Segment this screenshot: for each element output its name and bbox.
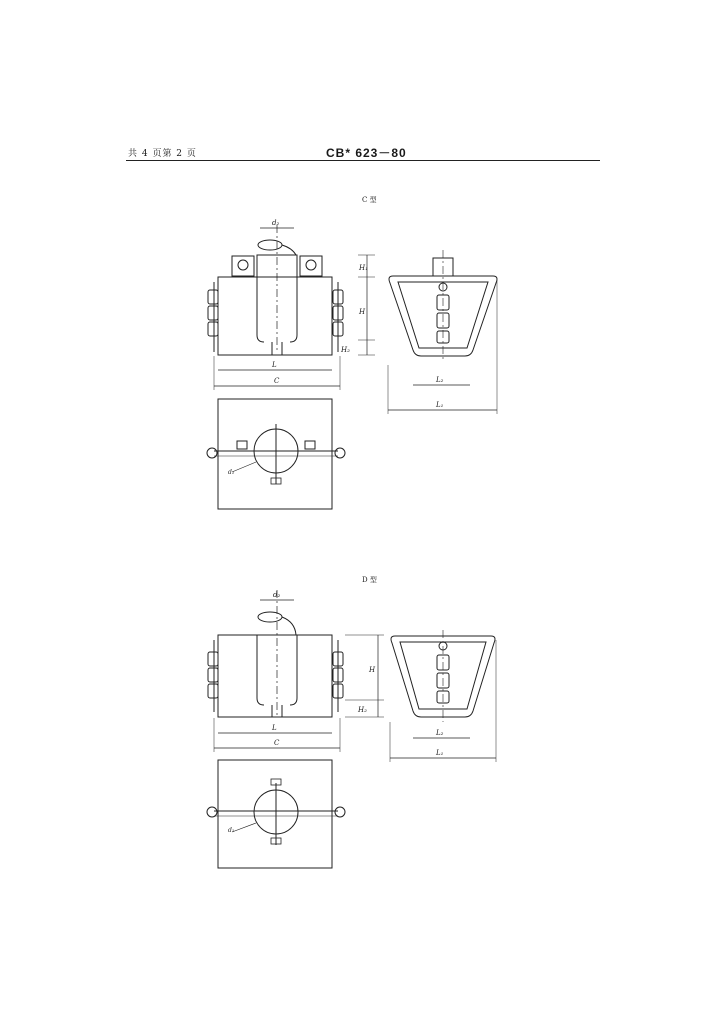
figure-c-title: C 型 <box>362 196 377 204</box>
d-front-body <box>218 635 332 717</box>
d-top-ring-right <box>335 807 345 817</box>
d-dim-h-label: H <box>369 666 376 674</box>
page-info: 共 4 页第 2 页 <box>128 149 197 159</box>
c-dim-h-label: H <box>359 308 366 316</box>
c-dim-l2-label: L₂ <box>436 376 444 384</box>
d-front-pipe-curve <box>282 617 296 635</box>
d-dim-d2-label: d₂ <box>273 591 281 599</box>
c-top-ring-left <box>207 448 217 458</box>
d-top-body <box>218 760 332 868</box>
c-front-pipe-curve <box>282 245 296 255</box>
d-front-view <box>208 590 384 752</box>
d-front-link-left-2 <box>208 668 218 682</box>
standard-code: CB* 623－80 <box>326 146 407 160</box>
c-front-lug-hole-right <box>306 260 316 270</box>
c-dim-l1-label: L₁ <box>436 401 444 409</box>
d-top-ring-left <box>207 807 217 817</box>
d-front-link-left-3 <box>208 684 218 698</box>
c-front-link-left-3 <box>208 322 218 336</box>
c-front-lug-left <box>232 256 254 276</box>
c-dim-d2-label: d₂ <box>272 219 280 227</box>
c-top-bolt-left <box>237 441 247 449</box>
c-dim-c-label: C <box>274 377 280 385</box>
c-top-body <box>218 399 332 509</box>
d-dim-h2-label: H₂ <box>358 706 367 714</box>
c-side-view <box>388 250 497 414</box>
d-front-pipe-end <box>258 612 282 622</box>
d-dim-d1-label: d₁ <box>228 827 235 834</box>
c-front-lug-right <box>300 256 322 276</box>
c-top-ring-right <box>335 448 345 458</box>
d-dim-l-label: L <box>272 724 277 732</box>
d-dim-l2-label: L₂ <box>436 729 444 737</box>
c-front-pipe-end <box>258 240 282 250</box>
c-front-link-left-2 <box>208 306 218 320</box>
c-front-lug-hole-left <box>238 260 248 270</box>
c-dim-h1-label: H₁ <box>359 264 368 272</box>
c-dim-d1-label: d₁ <box>228 469 235 476</box>
d-dim-c-label: C <box>274 739 280 747</box>
c-front-body <box>218 277 332 355</box>
d-front-link-left-1 <box>208 652 218 666</box>
c-dim-l-label: L <box>272 361 277 369</box>
c-top-bolt-right <box>305 441 315 449</box>
d-dim-l1-label: L₁ <box>436 749 444 757</box>
c-dim-h2-label: H₂ <box>341 346 350 354</box>
c-top-view <box>207 399 345 509</box>
c-front-view <box>208 219 375 390</box>
c-front-link-left-1 <box>208 290 218 304</box>
d-top-view <box>207 760 345 868</box>
d-side-view <box>390 630 496 762</box>
figure-d-title: D 型 <box>362 576 377 584</box>
